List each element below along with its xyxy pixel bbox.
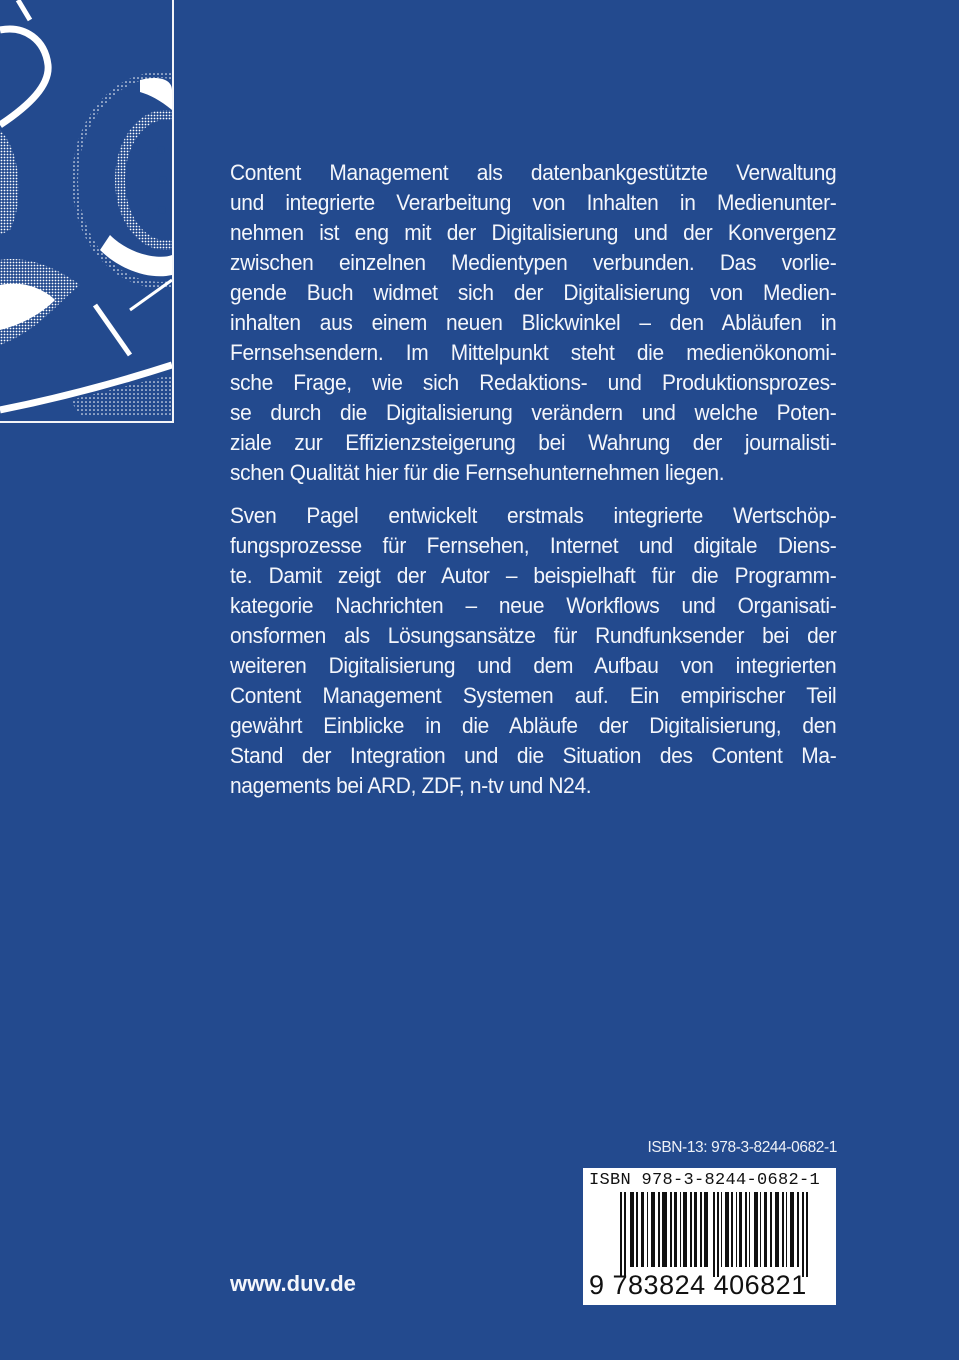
isbn-barcode bbox=[583, 1168, 836, 1305]
barcode-digits: 9 783824 406821 bbox=[589, 1270, 807, 1300]
blurb-paragraph-2 bbox=[230, 501, 836, 801]
blurb-line: Sven Pagel entwickelt erstmals integrierte Wertschöp- bbox=[230, 503, 837, 528]
blurb-line: nehmen ist eng mit der Digitalisierung und der Konvergenz bbox=[230, 220, 837, 245]
blurb-paragraph-1 bbox=[230, 158, 836, 488]
blurb-line: schen Qualität hier für die Fernsehunternehmen liegen. bbox=[230, 460, 725, 485]
blurb-line: gende Buch widmet sich der Digitalisierung von Medien- bbox=[230, 280, 837, 305]
barcode-isbn-text: ISBN 978-3-8244-0682-1 bbox=[589, 1171, 821, 1190]
blurb-line: gewährt Einblicke in die Abläufe der Digitalisierung, den bbox=[230, 713, 837, 738]
blurb-line: Fernsehsendern. Im Mittelpunkt steht die medienökonomi- bbox=[230, 340, 837, 365]
blurb-line: te. Damit zeigt der Autor – beispielhaft für die Programm- bbox=[230, 563, 837, 588]
halftone-image-icon bbox=[0, 0, 172, 421]
blurb-line: Stand der Integration und die Situation des Content Ma- bbox=[230, 743, 837, 768]
blurb-line: und integrierte Verarbeitung von Inhalten in Medienunter- bbox=[230, 190, 837, 215]
blurb-line: inhalten aus einem neuen Blickwinkel – den Abläufen in bbox=[230, 310, 837, 335]
blurb-line: weiteren Digitalisierung und dem Aufbau von integrierten bbox=[230, 653, 837, 678]
blurb-line: fungsprozesse für Fernsehen, Internet und digitale Diens- bbox=[230, 533, 837, 558]
back-cover-blurb bbox=[230, 158, 836, 814]
publisher-url[interactable]: www.duv.de bbox=[230, 1271, 356, 1296]
blurb-line: onsformen als Lösungsansätze für Rundfunksender bei der bbox=[230, 623, 837, 648]
blurb-line: Content Management Systemen auf. Ein empirischer Teil bbox=[230, 683, 837, 708]
isbn-caption: ISBN-13: 978-3-8244-0682-1 bbox=[647, 1139, 837, 1156]
cover-halftone-image bbox=[0, 0, 174, 423]
blurb-line: se durch die Digitalisierung verändern und welche Poten- bbox=[230, 400, 837, 425]
blurb-line: nagements bei ARD, ZDF, n-tv und N24. bbox=[230, 773, 592, 798]
barcode-icon bbox=[620, 1192, 820, 1277]
blurb-line: kategorie Nachrichten – neue Workflows und Organisati- bbox=[230, 593, 837, 618]
blurb-line: ziale zur Effizienzsteigerung bei Wahrung der journalisti- bbox=[230, 430, 837, 455]
blurb-line: sche Frage, wie sich Redaktions- und Produktionsprozes- bbox=[230, 370, 837, 395]
blurb-line: zwischen einzelnen Medientypen verbunden. Das vorlie- bbox=[230, 250, 837, 275]
blurb-line: Content Management als datenbankgestützte Verwaltung bbox=[230, 160, 837, 185]
